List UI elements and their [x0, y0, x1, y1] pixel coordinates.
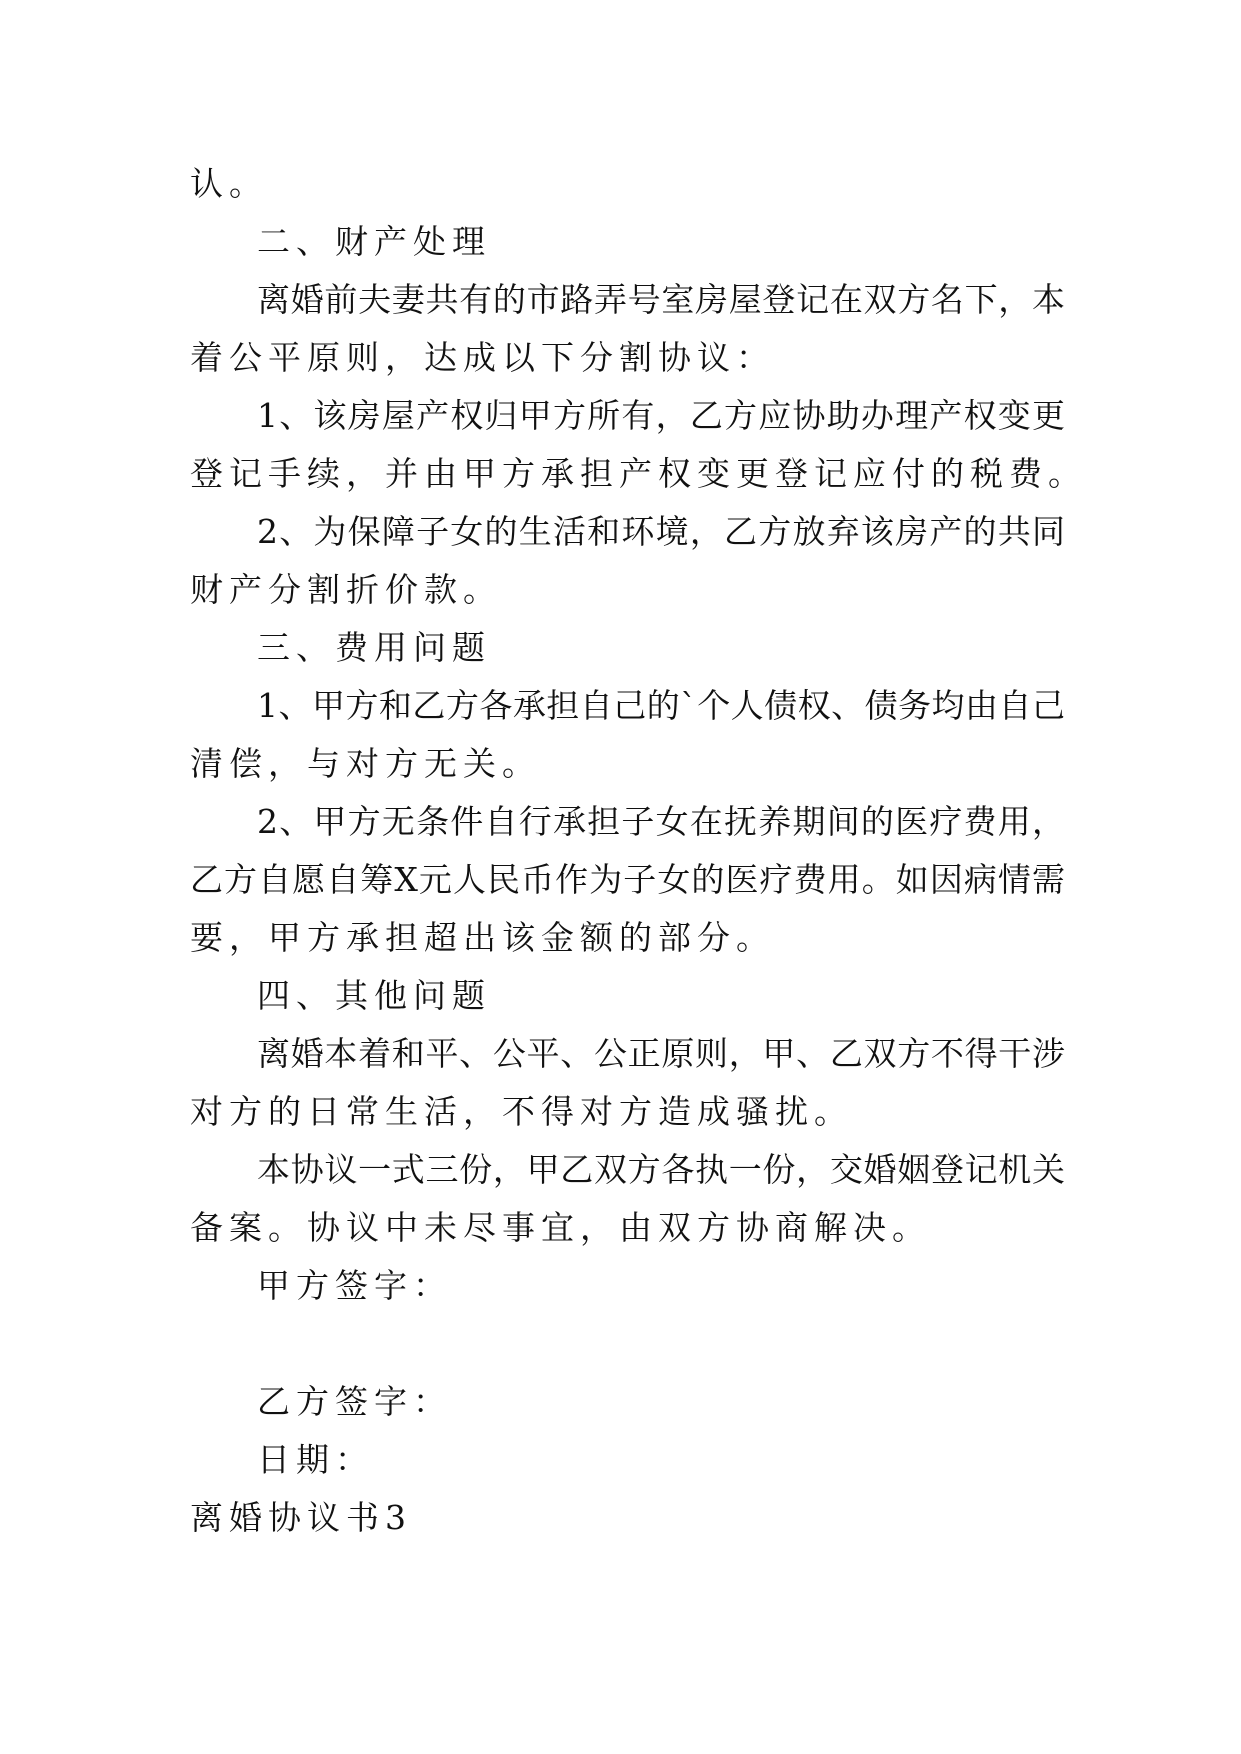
text-line: 对方的日常生活，不得对方造成骚扰。 [190, 1092, 853, 1131]
section-heading-expenses: 三、费用问题 [257, 628, 491, 667]
text-line: 登记手续，并由甲方承担产权变更登记应付的税费。 [190, 454, 1087, 493]
signature-space [190, 1315, 1065, 1373]
text-line: 1、该房屋产权归甲方所有，乙方应协助办理产权变更 [257, 396, 1065, 435]
text-line: 要，甲方承担超出该金额的部分。 [190, 918, 775, 957]
text-line: 离婚前夫妻共有的市路弄号室房屋登记在双方名下，本 [257, 280, 1065, 319]
text-line: 离婚本着和平、公平、公正原则，甲、乙双方不得干涉 [257, 1034, 1065, 1073]
text-line: 财产分割折价款。 [190, 570, 502, 609]
section-heading-other: 四、其他问题 [257, 976, 491, 1015]
document-title-3: 离婚协议书3 [190, 1498, 412, 1537]
text-line: 着公平原则，达成以下分割协议： [190, 338, 775, 377]
document-body [190, 155, 1087, 1547]
signature-party-b-label: 乙方签字： [257, 1382, 452, 1421]
text-line: 2、甲方无条件自行承担子女在抚养期间的医疗费用， [257, 802, 1065, 841]
text-line: 备案。协议中未尽事宜，由双方协商解决。 [190, 1208, 931, 1247]
date-label: 日期： [257, 1440, 374, 1479]
text-line: 1、甲方和乙方各承担自己的`个人债权、债务均由自己 [257, 686, 1065, 725]
text-line: 认。 [190, 164, 268, 203]
signature-party-a-label: 甲方签字： [257, 1266, 452, 1305]
text-line: 清偿，与对方无关。 [190, 744, 541, 783]
section-heading-property: 二、财产处理 [257, 222, 491, 261]
text-line: 2、为保障子女的生活和环境，乙方放弃该房产的共同 [257, 512, 1065, 551]
text-line: 本协议一式三份，甲乙双方各执一份，交婚姻登记机关 [257, 1150, 1065, 1189]
text-line: 乙方自愿自筹X元人民币作为子女的医疗费用。如因病情需 [190, 860, 1065, 899]
